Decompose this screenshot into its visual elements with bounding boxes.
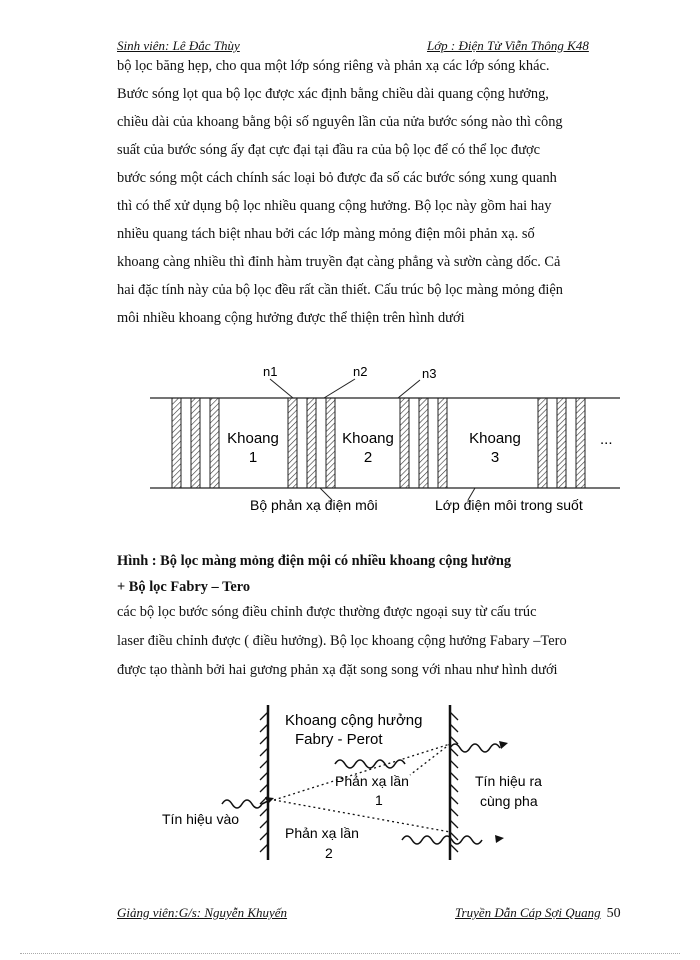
paragraph-line: Bước sóng lọt qua bộ lọc được xác định bằng chiều dài quang cộng hưởng, xyxy=(117,86,549,102)
paragraph-line: môi nhiều khoang cộng hưởng được thể thiện trên hình dưới xyxy=(117,310,465,326)
footer-lecturer: Giảng viên:G/s: Nguyễn Khuyến xyxy=(117,905,288,920)
dielectric-caption: Lớp điện môi trong suốt xyxy=(435,497,583,513)
output-arrowhead-bottom xyxy=(495,835,504,843)
page-bottom-divider xyxy=(20,953,680,954)
output-arrowhead-top xyxy=(499,741,508,749)
n1-label: n1 xyxy=(263,364,278,379)
paragraph-line: các bộ lọc bước sóng điều chỉnh được thường được ngoại suy từ cấu trúc xyxy=(117,604,537,620)
n1-arrow xyxy=(270,379,293,398)
output-label-line1: Tín hiệu ra xyxy=(475,773,542,789)
multicavity-filter-figure xyxy=(150,364,620,519)
n3-label: n3 xyxy=(422,366,437,381)
paragraph-line: suất của bước sóng ấy đạt cực đại tại đầu ra của bộ lọc để có thể lọc được xyxy=(117,142,541,158)
right-mirror xyxy=(450,705,458,860)
reflection-1-num: 1 xyxy=(375,792,383,808)
cavity-2-name: Khoang xyxy=(342,430,394,447)
cavity-1-num: 1 xyxy=(248,449,258,466)
reflection-1-label: Phản xạ lần xyxy=(335,773,409,789)
reflector-stack-2 xyxy=(288,398,335,488)
section-subheading: + Bộ lọc Fabry – Tero xyxy=(117,579,251,595)
reflection-2-label: Phản xạ lần xyxy=(285,825,359,841)
output-label-line2: cùng pha xyxy=(480,793,538,809)
input-label: Tín hiệu vào xyxy=(162,811,240,827)
fabry-perot-figure xyxy=(150,700,610,860)
left-mirror xyxy=(260,705,268,860)
paragraph-line: hai đặc tính này của bộ lọc đều rất cần thiết. Cấu trúc bộ lọc màng mỏng điện xyxy=(117,282,563,298)
paragraph-line: khoang càng nhiều thì đỉnh hàm truyền đạt càng phẳng và sườn càng dốc. Cả xyxy=(117,254,561,270)
cavity-3-name: Khoang xyxy=(469,430,521,447)
reflector-stack-1 xyxy=(172,398,219,488)
input-arrowhead xyxy=(265,797,274,804)
header-student: Sinh viên: Lê Đắc Thùy xyxy=(117,38,240,53)
n2-arrow xyxy=(324,379,355,398)
paragraph-line: chiều dài của khoang bằng bội số nguyên lần của nửa bước sóng nào thì công xyxy=(117,114,563,130)
output-wave-top xyxy=(450,744,500,752)
paragraph-line: laser điều chỉnh được ( điều hưởng). Bộ lọc khoang cộng hưởng Fabary –Tero xyxy=(117,633,567,649)
n2-label: n2 xyxy=(353,364,368,379)
cavity-2-num: 2 xyxy=(363,449,373,466)
paragraph-line: bước sóng một cách chính sác loại bỏ được đa số các bước sóng xung quanh xyxy=(117,170,557,186)
footer-subject: Truyền Dẫn Cáp Sợi Quang xyxy=(455,905,601,920)
paragraph-line: nhiều quang tách biệt nhau bởi các lớp màng mỏng điện môi phản xạ. số xyxy=(117,226,535,242)
reflector-stack-4 xyxy=(538,398,585,488)
output-wave-bottom xyxy=(402,836,482,844)
figure-caption: Hình : Bộ lọc màng mỏng điện mội có nhiều khoang cộng hưởng xyxy=(117,553,512,569)
header-class: Lớp : Điện Tử Viễn Thông K48 xyxy=(427,38,589,53)
page-number: 50 xyxy=(606,906,621,921)
footer-right xyxy=(455,905,621,922)
cavity-title-line1: Khoang cộng hưởng xyxy=(285,712,423,729)
reflection-2-num: 2 xyxy=(325,845,333,860)
cavity-3-num: 3 xyxy=(490,449,500,466)
cavity-title-line2: Fabry - Perot xyxy=(295,731,383,748)
cavity-1-name: Khoang xyxy=(227,430,279,447)
n3-arrow xyxy=(398,380,420,398)
reflector-caption: Bộ phản xạ điện môi xyxy=(250,497,378,513)
paragraph-line: bộ lọc băng hẹp, cho qua một lớp sóng riêng và phản xạ các lớp sóng khác. xyxy=(117,58,550,74)
reflector-stack-3 xyxy=(400,398,447,488)
paragraph-line: được tạo thành bởi hai gương phản xạ đặt song song với nhau như hình dưới xyxy=(117,662,558,678)
paragraph-line: thì có thể xử dụng bộ lọc nhiều quang cộng hưởng. Bộ lọc này gồm hai hay xyxy=(117,198,552,214)
continuation-ellipsis: ... xyxy=(600,431,613,448)
